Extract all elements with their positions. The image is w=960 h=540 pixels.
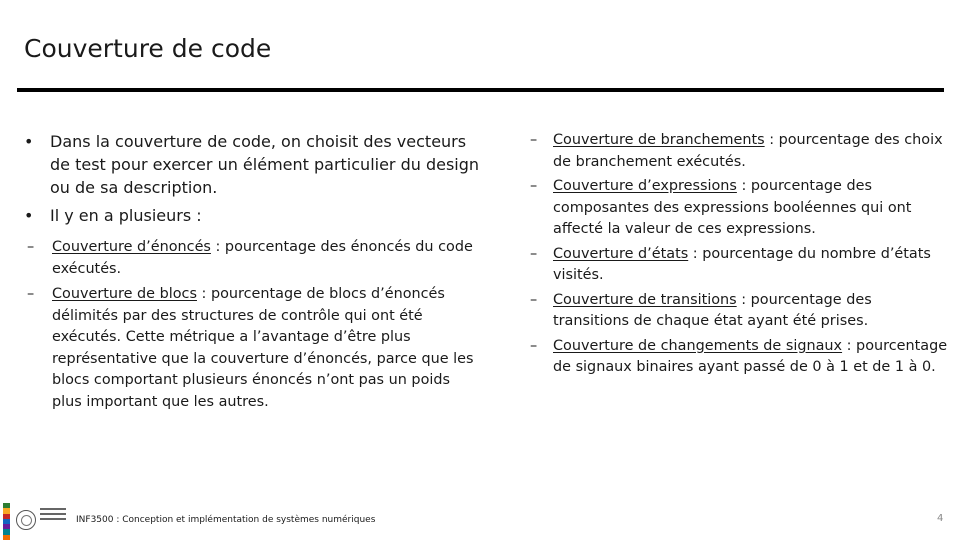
dash-mark: –	[530, 132, 538, 148]
seal-icon	[16, 510, 36, 530]
bullet-mark: •	[24, 206, 34, 225]
bullet-item	[22, 130, 482, 199]
logo-color-bars	[3, 503, 10, 540]
coverage-term: Couverture d’énoncés	[52, 239, 211, 255]
sub-bullet-item	[530, 290, 950, 333]
logo-wordmark	[40, 508, 66, 523]
coverage-term: Couverture de blocs	[52, 286, 197, 302]
coverage-description: : pourcentage des énoncés du code exécutés.	[52, 239, 473, 277]
bullet-item	[22, 204, 482, 227]
coverage-term: Couverture d’états	[553, 245, 689, 262]
footer-course-title: INF3500 : Conception et implémentation de systèmes numériques	[76, 515, 376, 525]
dash-mark: –	[530, 291, 538, 308]
dash-mark: –	[530, 178, 538, 194]
bullet-text: Il y en a plusieurs :	[50, 206, 202, 225]
coverage-description: : pourcentage de blocs d’énoncés délimités par des structures de contrôle qui ont été exécutés. Cette métrique a l’avantage d’être plus représentative que la couverture d’énoncés, parce que les blocs comportant plusieurs énoncés n’ont pas un poids plus important que les autres.	[52, 286, 474, 410]
sub-bullet-item	[530, 130, 950, 173]
sub-bullet-item	[22, 237, 482, 280]
coverage-term: Couverture de changements de signaux	[553, 337, 843, 354]
coverage-description: : pourcentage du nombre d’états visités.	[553, 245, 931, 283]
coverage-term: Couverture de transitions	[553, 291, 737, 308]
coverage-description: : pourcentage des transitions de chaque état ayant été prises.	[553, 291, 872, 329]
sub-bullet-item	[22, 284, 482, 413]
coverage-term: Couverture de branchements	[553, 132, 765, 148]
title-divider	[17, 88, 944, 92]
dash-mark: –	[27, 239, 35, 255]
coverage-description: : pourcentage des choix de branchement exécutés.	[553, 132, 943, 170]
sub-bullet-item	[530, 176, 950, 241]
bullet-text: Dans la couverture de code, on choisit des vecteurs de test pour exercer un élément particulier du design ou de sa description.	[50, 132, 480, 197]
dash-mark: –	[530, 337, 538, 354]
coverage-description: : pourcentage des composantes des expressions booléennes qui ont affecté la valeur de ces expressions.	[553, 178, 912, 237]
logo-bar	[3, 535, 10, 540]
right-column	[530, 130, 950, 382]
sub-bullet-item	[530, 244, 950, 287]
dash-mark: –	[530, 245, 538, 262]
slide-title: Couverture de code	[24, 34, 272, 63]
page-number: 4	[937, 513, 944, 524]
coverage-description: : pourcentage de signaux binaires ayant passé de 0 à 1 et de 1 à 0.	[553, 337, 948, 375]
sub-bullet-item	[530, 336, 950, 379]
bullet-mark: •	[24, 132, 34, 151]
left-column	[22, 130, 482, 417]
dash-mark: –	[27, 286, 35, 302]
left-sublist	[22, 237, 482, 413]
coverage-term: Couverture d’expressions	[553, 178, 737, 194]
institution-logo	[0, 503, 72, 540]
